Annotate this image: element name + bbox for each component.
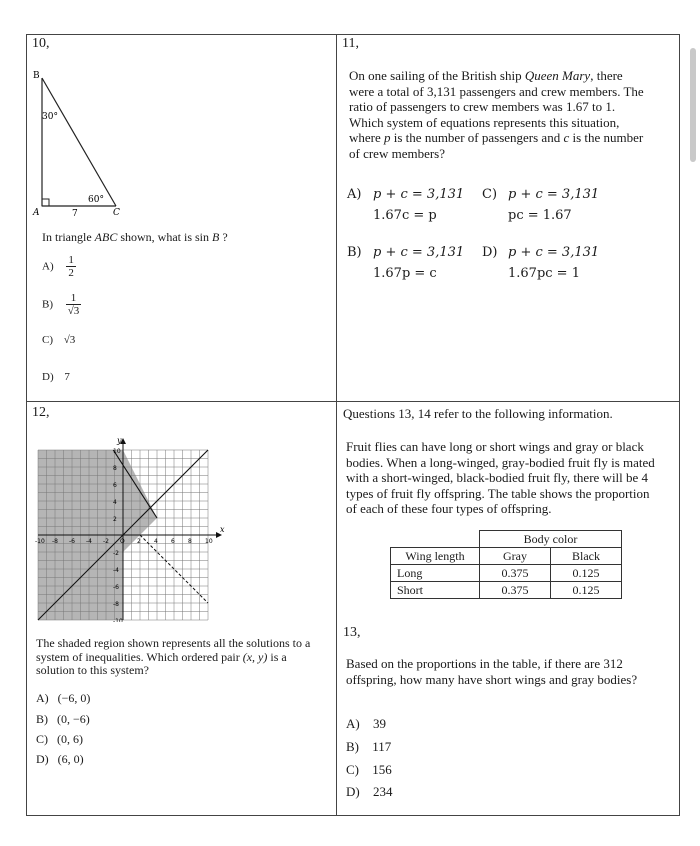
fraction-one-half: $\frac{1}{2}$: [68, 254, 74, 279]
angle-label-b: 30°: [42, 112, 58, 122]
fraction-one-over-root-three: $\frac{1}{√3}$: [67, 292, 80, 317]
scrollbar[interactable]: [690, 48, 696, 162]
choice-label: D): [42, 371, 54, 383]
x-tick-label: 6: [171, 538, 175, 545]
q10-choice-d[interactable]: [42, 369, 70, 385]
equation-line-1: p + c = 3,131: [508, 245, 600, 260]
choice-label: A): [347, 187, 362, 202]
y-tick-label: 8: [113, 465, 117, 472]
table-header-gray: Gray: [480, 548, 551, 565]
table-cell: 0.375: [480, 565, 551, 582]
choice-label: B): [346, 739, 359, 754]
choice-label: C): [482, 187, 498, 202]
y-tick-label: 10: [113, 448, 121, 455]
q10-choice-c[interactable]: [42, 332, 75, 348]
side-label-ac: 7: [72, 209, 78, 219]
table-header-wing-length: Wing length: [391, 548, 480, 565]
y-tick-label: -6: [113, 584, 119, 591]
q13-prompt: Based on the proportions in the table, if there are 312 offspring, how many have short wings and gray bodies?: [346, 656, 638, 687]
choice-value: 234: [372, 784, 393, 799]
info-text: Fruit flies can have long or short wings and gray or black bodies. When a long-winged, gray-bodied fruit fly is mated with a short-winged, black-bodied fruit fly, there will be 4 types of fruit fly offspring. The table shows the proportion of each of these four types of offspring.: [346, 439, 655, 516]
choice-value: 7: [64, 371, 70, 383]
table-row: [391, 565, 622, 582]
y-tick-label: 4: [113, 499, 117, 506]
equation-line-2: 1.67pc = 1: [508, 266, 580, 281]
table-cell: 0.125: [551, 582, 622, 599]
y-tick-label: -2: [113, 550, 119, 557]
table-header-body-color: Body color: [480, 531, 622, 548]
choice-label: B): [36, 712, 48, 726]
coordinate-graph: [30, 436, 230, 622]
x-tick-label: -10: [35, 538, 45, 545]
y-tick-label: -8: [113, 601, 119, 608]
q13-choice-d[interactable]: [346, 784, 392, 800]
x-tick-label: O: [120, 538, 125, 545]
x-tick-label: -8: [52, 538, 58, 545]
column-divider: [336, 34, 337, 815]
equation-line-1: p + c = 3,131: [508, 187, 600, 202]
vertex-label-c: C: [113, 208, 120, 218]
table-cell: Short: [391, 582, 480, 599]
q13-choice-b[interactable]: [346, 739, 391, 755]
row-divider-right: [337, 401, 679, 402]
equation-line-1: p + c = 3,131: [373, 187, 465, 202]
q12-choice-c[interactable]: [36, 731, 83, 747]
choice-value: 156: [372, 762, 392, 777]
choice-label: D): [482, 245, 498, 260]
q11-prompt: On one sailing of the British ship Queen Mary, there were a total of 3,131 passengers and crew members. The ratio of passengers to crew members was 1.67 to 1. Which system of equations represents this situation, where p is the number of passengers and c is the number of crew members?: [349, 68, 644, 161]
choice-value: 117: [372, 739, 392, 754]
choice-label: B): [347, 245, 362, 260]
q10-choice-a[interactable]: [42, 254, 76, 279]
x-tick-label: 4: [154, 538, 158, 545]
q13-choice-a[interactable]: [346, 716, 386, 732]
choice-label: A): [42, 260, 54, 273]
table-corner: [391, 531, 480, 548]
q12-prompt: The shaded region shown represents all the solutions to a system of inequalities. Which ordered pair (x, y) is a solution to this system?: [36, 636, 311, 677]
row-divider-left: [26, 401, 337, 402]
q12-choice-b[interactable]: [36, 711, 90, 727]
q10-choice-b[interactable]: [42, 292, 81, 317]
table-cell: 0.375: [480, 582, 551, 599]
choice-label: A): [36, 691, 49, 705]
q10-prompt: In triangle ABC shown, what is sin B ?: [42, 230, 228, 244]
table-row: [391, 582, 622, 599]
y-tick-label: 6: [113, 482, 117, 489]
question-number-13: 13,: [343, 625, 361, 640]
choice-label: C): [36, 732, 48, 746]
choice-value: (6, 0): [57, 752, 84, 766]
x-tick-label: 10: [205, 538, 213, 545]
x-tick-label: -6: [69, 538, 75, 545]
equation-line-2: 1.67p = c: [373, 266, 437, 281]
choice-label: A): [346, 716, 360, 731]
choice-label: D): [36, 752, 49, 766]
table-header-black: Black: [551, 548, 622, 565]
choice-label: D): [346, 784, 360, 799]
triangle-abc: [42, 78, 116, 206]
angle-label-c: 60°: [88, 195, 104, 205]
q13-choice-c[interactable]: [346, 762, 392, 778]
choice-label: B): [42, 298, 53, 311]
vertex-label-a: A: [33, 208, 40, 218]
x-tick-label: 2: [137, 538, 141, 545]
question-number-12: 12,: [32, 405, 50, 420]
table-cell: 0.125: [551, 565, 622, 582]
offspring-table: [390, 530, 622, 599]
choice-value: (0, 6): [57, 732, 83, 746]
table-cell: Long: [391, 565, 480, 582]
choice-value: (0, −6): [57, 712, 90, 726]
q12-choice-a[interactable]: [36, 690, 90, 706]
choice-label: C): [346, 762, 359, 777]
equation-line-1: p + c = 3,131: [373, 245, 465, 260]
equation-line-2: pc = 1.67: [508, 208, 572, 223]
choice-value: √3: [63, 334, 76, 346]
y-tick-label: 2: [113, 516, 117, 523]
triangle-diagram: [28, 66, 128, 220]
question-number-10: 10,: [32, 36, 50, 51]
question-number-11: 11,: [342, 36, 359, 51]
choice-value: (−6, 0): [57, 691, 91, 705]
y-tick-label: -4: [113, 567, 119, 574]
info-header: Questions 13, 14 refer to the following information.: [343, 406, 613, 421]
y-axis-label: y: [117, 436, 122, 445]
x-axis-label: x: [220, 525, 225, 534]
y-tick-label: -10: [113, 618, 123, 622]
x-tick-label: -4: [86, 538, 92, 545]
x-tick-label: 8: [188, 538, 192, 545]
x-tick-label: -2: [103, 538, 109, 545]
q12-choice-d[interactable]: [36, 751, 84, 767]
vertex-label-b: B: [33, 71, 40, 81]
choice-label: C): [42, 334, 53, 346]
equation-line-2: 1.67c = p: [373, 208, 437, 223]
choice-value: 39: [372, 716, 386, 731]
